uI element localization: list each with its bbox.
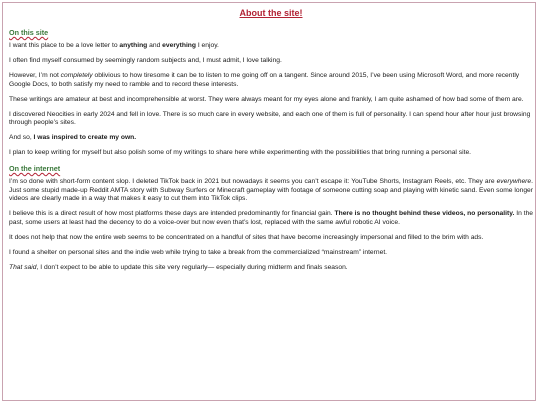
paragraph-plan: I plan to keep writing for myself but also polish some of my writings to share here while experimenting with the possibilities that bring running a personal site. bbox=[9, 149, 472, 157]
paragraph-neocities: I discovered Neocities in early 2024 and fell in love. There is so much care in every website, and each one of them is full of personality. I can spend hour after hour just browsing through people’s sites. bbox=[9, 110, 531, 127]
text-span: I enjoy. bbox=[195, 42, 219, 49]
paragraph-love-letter bbox=[9, 42, 533, 51]
bold-text: everything bbox=[162, 42, 196, 49]
italic-text: everywhere bbox=[496, 178, 532, 186]
text-span: oblivious to how tiresome it can be to listen to me going off on a tangent. Since around 2015, I’ve been using Microsoft Word, and more recently Google Docs, to both satisfy my need to ramble and to record these interests. bbox=[9, 71, 520, 88]
paragraph-tangent bbox=[9, 72, 533, 89]
article-content bbox=[9, 8, 533, 279]
page-frame bbox=[2, 2, 536, 401]
italic-text: completely bbox=[60, 71, 93, 79]
paragraph-financial-gain bbox=[9, 210, 533, 227]
paragraph-amateur-writings: These writings are amateur at best and incomprehensible at worst. They were always meant for my eyes alone and frankly, I am quite ashamed of how bad some of them are. bbox=[9, 95, 524, 103]
text-span: I believe this is a direct result of how most platforms these days are intended predominantly for financial gain. bbox=[9, 210, 335, 218]
italic-text: That said bbox=[9, 263, 37, 271]
paragraph-that-said bbox=[9, 264, 533, 273]
paragraph-random-subjects: I often find myself consumed by seemingly random subjects and, I must admit, I love talking. bbox=[9, 56, 282, 64]
paragraph-concentrated-web: It does not help that now the entire web seems to be concentrated on a handful of sites that have become increasingly impersonal and filled to the brim with ads. bbox=[9, 233, 484, 241]
text-span: In the past, some users at least had the decency to do a voice-over but now even that’s lost, replaced with the same awful robotic AI voice. bbox=[9, 210, 534, 226]
text-span: However, I’m not bbox=[9, 71, 61, 79]
paragraph-shelter: I found a shelter on personal sites and the indie web while trying to take a break from the commercialized “mainstream” internet. bbox=[9, 248, 388, 256]
paragraph-inspired bbox=[9, 134, 533, 143]
text-span: I’m so done with short-form content slop. I deleted TikTok back in 2021 but nowadays it seems you can’t escape it: YouTube Shorts, Instagram Reels, etc. They are bbox=[9, 178, 497, 186]
bold-text: anything bbox=[119, 42, 148, 49]
bold-text: There is no thought behind these videos, no personality. bbox=[334, 210, 515, 218]
bold-text: I was inspired to create my own. bbox=[33, 134, 137, 142]
text-span: I want this place to be a love letter to bbox=[9, 42, 120, 49]
paragraph-short-form bbox=[9, 178, 533, 204]
page-title: About the site! bbox=[239, 8, 303, 18]
section-heading-on-the-internet: On the internet bbox=[9, 164, 61, 174]
text-span: And so, bbox=[9, 134, 34, 142]
section-heading-on-this-site: On this site bbox=[9, 28, 49, 37]
text-span: . Just some stupid made-up Reddit AMTA story with Subway Surfers or Minecraft gameplay with footage of someone cutting soap and playing with kinetic sand. Even some longer videos are clearly made in a way that makes it easy to cut them into TikTok clips. bbox=[9, 178, 533, 203]
text-span: , I don’t expect to be able to update this site very regularly— especially during midterm and finals season. bbox=[36, 263, 348, 271]
text-span: and bbox=[147, 42, 163, 49]
